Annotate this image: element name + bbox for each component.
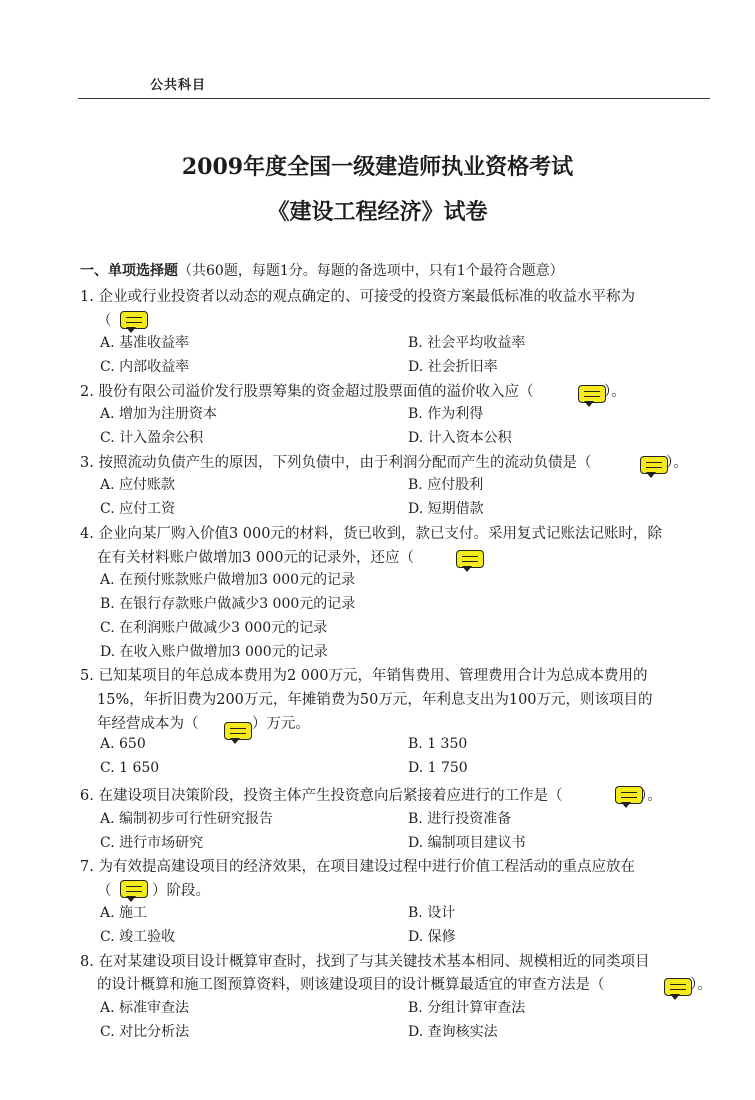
section-heading: [80, 260, 564, 280]
option-c: C. 在利润账户做减少3 000元的记录: [100, 620, 328, 636]
question-line: 5. 已知某项目的年总成本费用为2 000万元，年销售费用、管理费用合计为总成本费用的: [80, 668, 648, 684]
option-d: D. 计入资本公积: [408, 430, 512, 446]
question-line: 4. 企业向某厂购入价值3 000元的材料，货已收到，款已支付。采用复式记账法记账时，除: [80, 526, 662, 542]
section-note: （共60题，每题1分。每题的备选项中，只有1个最符合题意）: [178, 263, 564, 279]
option-b: B. 设计: [408, 905, 456, 921]
section-title: 一、单项选择题: [80, 263, 178, 279]
option-d: D. 保修: [408, 929, 456, 945]
option-c: C. 竣工验收: [100, 929, 176, 945]
question-line: ）。: [604, 384, 626, 400]
option-b: B. 应付股利: [408, 477, 484, 493]
option-a: A. 编制初步可行性研究报告: [100, 811, 274, 827]
option-b: B. 作为利得: [408, 406, 484, 422]
option-c: C. 计入盈余公积: [100, 430, 204, 446]
option-c: C. 内部收益率: [100, 359, 190, 375]
question-line: 8. 在对某建设项目设计概算审查时，找到了与其关键技术基本相同、规模相近的同类项目: [80, 954, 650, 970]
exam-subtitle: 《建设工程经济》试卷: [267, 199, 488, 225]
question-line: ）。: [666, 455, 688, 471]
question-line: 15%，年折旧费为200万元，年摊销费为50万元，年利息支出为100万元，则该项目的: [97, 692, 653, 708]
option-c: C. 进行市场研究: [100, 835, 204, 851]
question-line: 3. 按照流动负债产生的原因，下列负债中，由于利润分配而产生的流动负债是（: [80, 455, 592, 471]
question-line: 2. 股份有限公司溢价发行股票筹集的资金超过股票面值的溢价收入应（: [80, 384, 534, 400]
comment-note-icon[interactable]: [224, 722, 254, 742]
option-a: A. 增加为注册资本: [100, 406, 218, 422]
question-line: （: [97, 313, 112, 329]
option-d: D. 编制项目建议书: [408, 835, 526, 851]
option-b: B. 社会平均收益率: [408, 335, 526, 351]
question-line: 在有关材料账户做增加3 000元的记录外，还应（: [97, 550, 415, 566]
question-line: ）万元。: [252, 716, 310, 732]
question-line: 年经营成本为（: [97, 716, 199, 732]
option-a: A. 施工: [100, 905, 148, 921]
option-c: C. 应付工资: [100, 501, 176, 517]
option-b: B. 分组计算审查法: [408, 1000, 526, 1016]
header-rule: [78, 98, 710, 99]
question-line: ）阶段。: [152, 883, 210, 899]
option-b: B. 1 350: [408, 736, 468, 752]
option-d: D. 短期借款: [408, 501, 484, 517]
option-d: D. 查询核实法: [408, 1024, 498, 1040]
question-line: 1. 企业或行业投资者以动态的观点确定的、可接受的投资方案最低标准的收益水平称为: [80, 289, 635, 305]
option-d: D. 在收入账户做增加3 000元的记录: [100, 644, 328, 660]
question-line: ）。: [640, 788, 662, 804]
option-a: A. 在预付账款账户做增加3 000元的记录: [100, 572, 356, 588]
option-a: A. 标准审查法: [100, 1000, 190, 1016]
option-a: A. 应付账款: [100, 477, 176, 493]
comment-note-icon[interactable]: [120, 311, 150, 331]
option-d: D. 1 750: [408, 760, 468, 776]
question-line: 7. 为有效提高建设项目的经济效果，在项目建设过程中进行价值工程活动的重点应放在: [80, 859, 635, 875]
question-line: （: [97, 883, 112, 899]
option-b: B. 进行投资准备: [408, 811, 512, 827]
option-c: C. 对比分析法: [100, 1024, 190, 1040]
question-line: ）。: [690, 977, 712, 993]
option-a: A. 基准收益率: [100, 335, 190, 351]
option-c: C. 1 650: [100, 760, 160, 776]
comment-note-icon[interactable]: [456, 550, 486, 570]
option-b: B. 在银行存款账户做减少3 000元的记录: [100, 596, 356, 612]
question-line: 的设计概算和施工图预算资料，则该建设项目的设计概算最适宜的审查方法是（: [97, 977, 605, 993]
exam-title: 2009年度全国一级建造师执业资格考试: [181, 154, 574, 180]
comment-note-icon[interactable]: [120, 880, 150, 900]
page-header: 公共科目: [150, 78, 207, 93]
question-line: 6. 在建设项目决策阶段，投资主体产生投资意向后紧接着应进行的工作是（: [80, 788, 563, 804]
option-d: D. 社会折旧率: [408, 359, 498, 375]
option-a: A. 650: [100, 736, 146, 752]
